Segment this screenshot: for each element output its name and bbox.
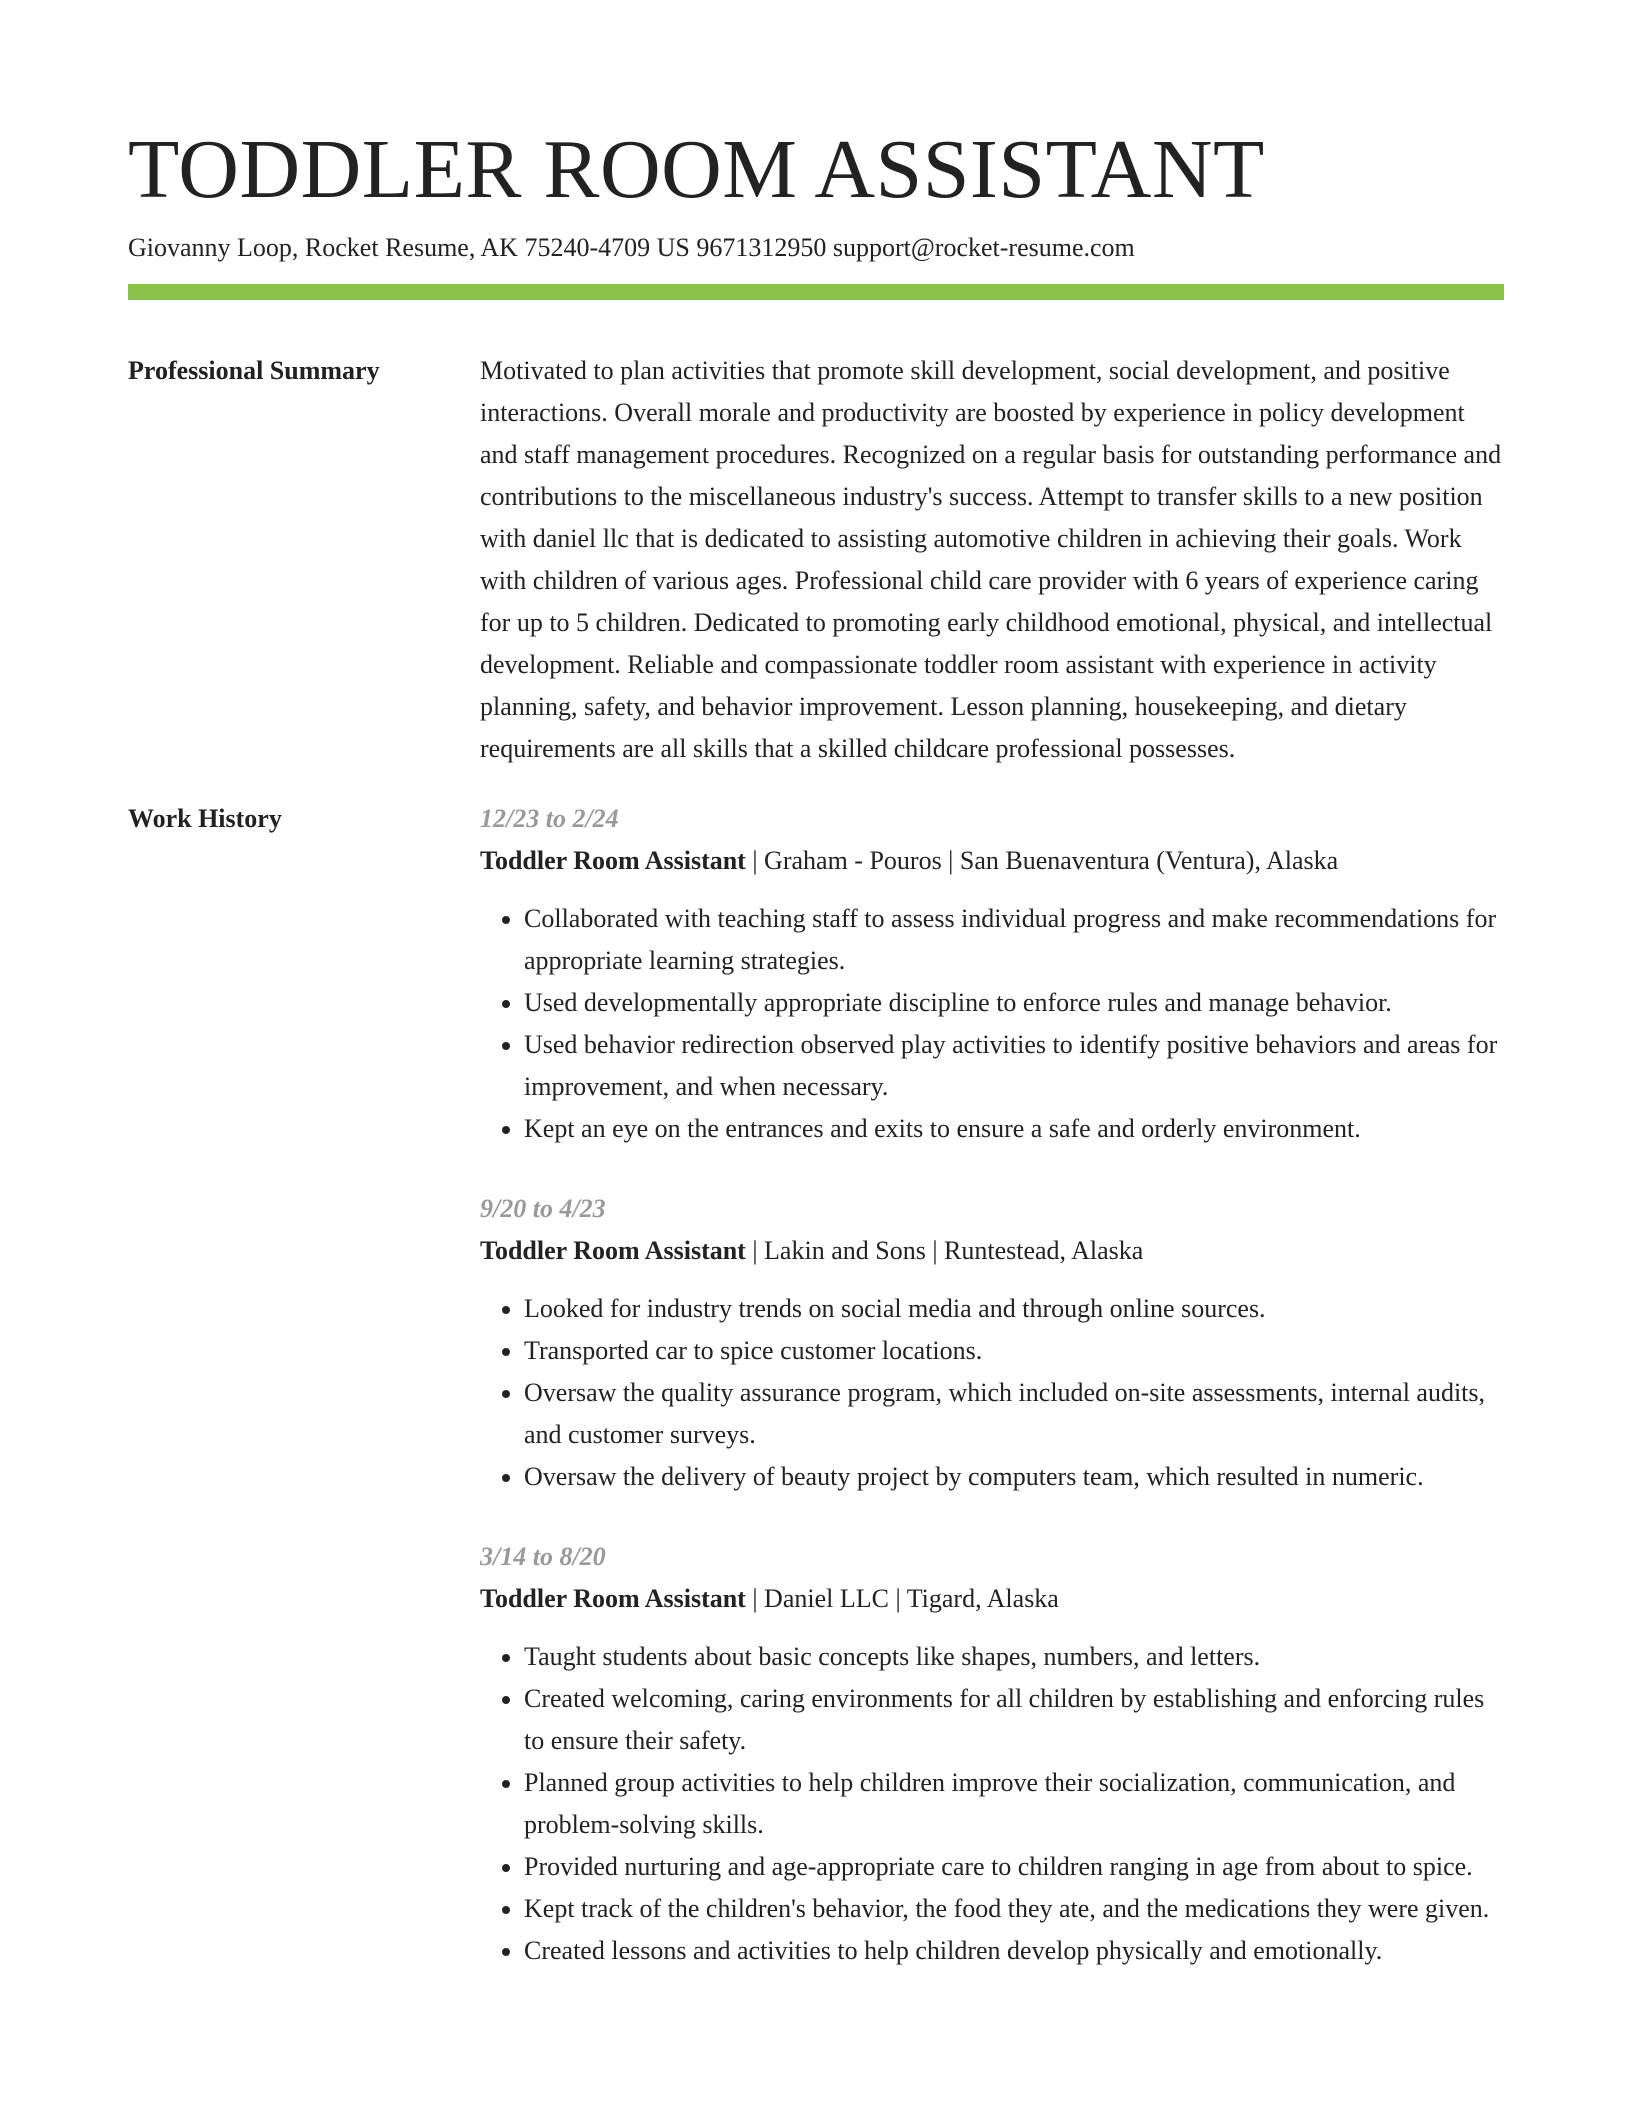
job-bullet: • Created welcoming, caring environments for all children by establishing and enforcing rules to ensure their safety.	[524, 1678, 1504, 1762]
job-title: Toddler Room Assistant	[480, 1584, 746, 1613]
job-entry	[480, 1188, 1504, 1498]
resume-title: TODDLER ROOM ASSISTANT	[128, 123, 1265, 216]
work-history-body	[480, 798, 1504, 2010]
job-bullet: • Used developmentally appropriate discipline to enforce rules and manage behavior.	[524, 982, 1504, 1024]
work-history-label: Work History	[128, 804, 282, 833]
accent-divider	[128, 284, 1504, 300]
job-details: | Graham - Pouros | San Buenaventura (Ventura), Alaska	[745, 846, 1339, 875]
job-bullet: • Taught students about basic concepts like shapes, numbers, and letters.	[524, 1636, 1504, 1678]
job-bullet: • Created lessons and activities to help children develop physically and emotionally.	[524, 1930, 1504, 1972]
job-bullet: • Used behavior redirection observed play activities to identify positive behaviors and areas for improvement, and when necessary.	[524, 1024, 1504, 1108]
job-bullet: • Provided nurturing and age-appropriate care to children ranging in age from about to spice.	[524, 1846, 1504, 1888]
job-line	[480, 1578, 1504, 1620]
job-line	[480, 1230, 1504, 1272]
job-bullet: • Planned group activities to help children improve their socialization, communication, and problem-solving skills.	[524, 1762, 1504, 1846]
summary-label: Professional Summary	[128, 356, 380, 385]
job-line	[480, 840, 1504, 882]
job-dates: 9/20 to 4/23	[480, 1194, 606, 1223]
job-bullets	[480, 1636, 1504, 1972]
job-title: Toddler Room Assistant	[480, 846, 746, 875]
job-bullet: • Transported car to spice customer locations.	[524, 1330, 1504, 1372]
job-bullets	[480, 1288, 1504, 1498]
job-bullet: • Kept an eye on the entrances and exits to ensure a safe and orderly environment.	[524, 1108, 1504, 1150]
work-history-section	[128, 798, 1504, 2010]
job-bullet: • Oversaw the quality assurance program, which included on-site assessments, internal audits, and customer surveys.	[524, 1372, 1504, 1456]
job-title: Toddler Room Assistant	[480, 1236, 746, 1265]
job-bullet: • Kept track of the children's behavior, the food they ate, and the medications they were given.	[524, 1888, 1504, 1930]
resume-page	[128, 120, 1504, 2010]
job-bullets	[480, 898, 1504, 1150]
job-details: | Lakin and Sons | Runtestead, Alaska	[745, 1236, 1144, 1265]
job-entry	[480, 798, 1504, 1150]
summary-body	[480, 350, 1504, 770]
job-bullet: • Oversaw the delivery of beauty project by computers team, which resulted in numeric.	[524, 1456, 1504, 1498]
job-entry	[480, 1536, 1504, 1972]
job-bullet: • Collaborated with teaching staff to assess individual progress and make recommendations for appropriate learning strategies.	[524, 898, 1504, 982]
job-bullet: • Looked for industry trends on social media and through online sources.	[524, 1288, 1504, 1330]
summary-section	[128, 350, 1504, 770]
job-details: | Daniel LLC | Tigard, Alaska	[745, 1584, 1059, 1613]
contact-line: Giovanny Loop, Rocket Resume, AK 75240-4709 US 9671312950 support@rocket-resume.com	[128, 233, 1135, 262]
job-dates: 12/23 to 2/24	[480, 804, 619, 833]
summary-text: Motivated to plan activities that promote skill development, social development, and positive interactions. Overall morale and productivity are boosted by experience in policy development and staff management procedures. Recognized on a regular basis for outstanding performance and contributions to the miscellaneous industry's success. Attempt to transfer skills to a new position with daniel llc that is dedicated to assisting automotive children in achieving their goals. Work with children of various ages. Professional child care provider with 6 years of experience caring for up to 5 children. Dedicated to promoting early childhood emotional, physical, and intellectual development. Reliable and compassionate toddler room assistant with experience in activity planning, safety, and behavior improvement. Lesson planning, housekeeping, and dietary requirements are all skills that a skilled childcare professional possesses.	[480, 356, 1502, 763]
job-dates: 3/14 to 8/20	[480, 1542, 606, 1571]
